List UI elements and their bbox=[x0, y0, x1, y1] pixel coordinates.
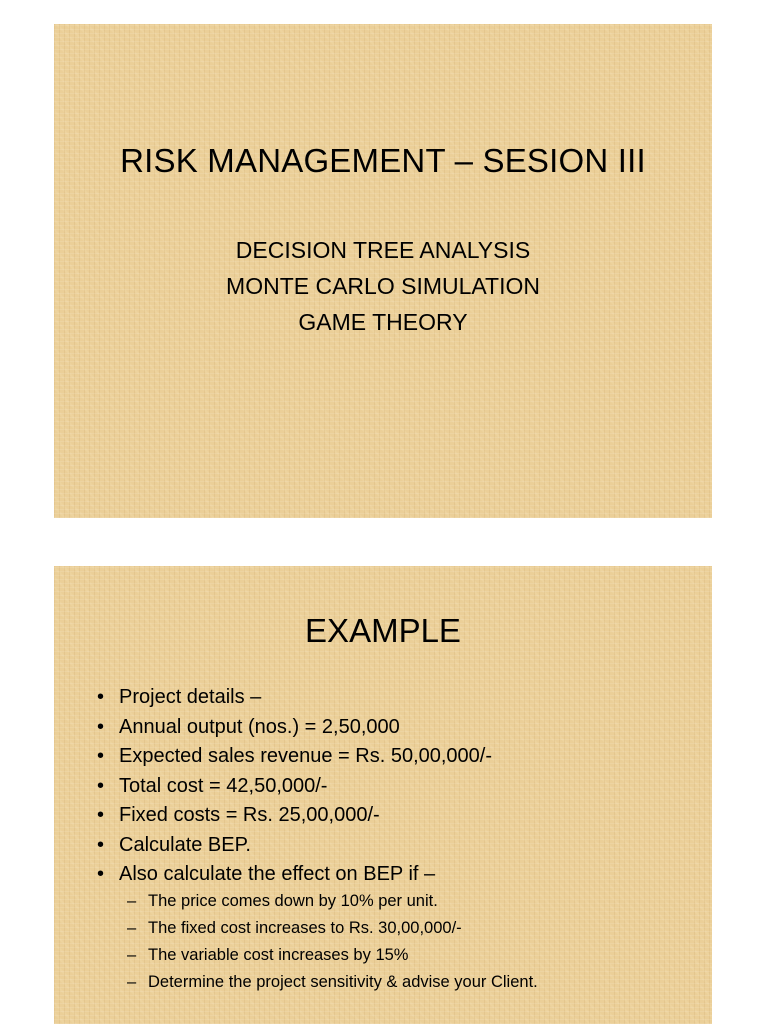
sub-bullet-text: The variable cost increases by 15% bbox=[148, 946, 409, 964]
bullet-text: Project details – bbox=[119, 686, 262, 708]
sub-bullet-text: Determine the project sensitivity & advise your Client. bbox=[148, 973, 538, 991]
bullet-text: Fixed costs = Rs. 25,00,000/- bbox=[119, 804, 380, 826]
list-item bbox=[97, 742, 492, 772]
sub-list-item bbox=[127, 942, 538, 969]
list-item bbox=[97, 860, 492, 890]
sub-bullet-list bbox=[127, 888, 538, 996]
bullet-text: Annual output (nos.) = 2,50,000 bbox=[119, 715, 400, 738]
bullet-icon: • bbox=[97, 686, 105, 708]
sub-bullet-text: The price comes down by 10% per unit. bbox=[148, 892, 438, 910]
list-item bbox=[97, 772, 492, 802]
bullet-icon: • bbox=[97, 804, 105, 826]
bullet-icon: • bbox=[97, 833, 105, 856]
bullet-icon: • bbox=[97, 745, 105, 767]
sub-bullet-text: The fixed cost increases to Rs. 30,00,000/- bbox=[148, 919, 462, 937]
subtitle-monte-carlo: MONTE CARLO SIMULATION bbox=[226, 273, 540, 299]
bullet-icon: • bbox=[97, 774, 105, 797]
list-item bbox=[97, 801, 492, 831]
dash-icon: – bbox=[127, 946, 137, 964]
slide-1 bbox=[54, 24, 712, 518]
slide-2-title: EXAMPLE bbox=[305, 612, 461, 649]
bullet-icon: • bbox=[97, 863, 105, 885]
sub-list-item bbox=[127, 969, 538, 996]
slide-1-subtitles bbox=[54, 232, 712, 340]
list-item bbox=[97, 683, 492, 713]
bullet-text: Calculate BEP. bbox=[119, 833, 251, 856]
dash-icon: – bbox=[127, 919, 137, 937]
bullet-list bbox=[97, 683, 492, 890]
bullet-text: Expected sales revenue = Rs. 50,00,000/- bbox=[119, 745, 493, 767]
list-item bbox=[97, 831, 492, 861]
bullet-text: Total cost = 42,50,000/- bbox=[119, 774, 328, 797]
bullet-icon: • bbox=[97, 715, 105, 738]
dash-icon: – bbox=[127, 892, 137, 910]
sub-list-item bbox=[127, 915, 538, 942]
dash-icon: – bbox=[127, 973, 137, 991]
list-item bbox=[97, 713, 492, 743]
sub-list-item bbox=[127, 888, 538, 915]
subtitle-decision-tree: DECISION TREE ANALYSIS bbox=[235, 237, 531, 263]
slide-1-title: RISK MANAGEMENT – SESION III bbox=[120, 142, 646, 179]
subtitle-game-theory: GAME THEORY bbox=[298, 309, 468, 335]
slide-2 bbox=[54, 566, 712, 1024]
bullet-text: Also calculate the effect on BEP if – bbox=[119, 863, 436, 885]
